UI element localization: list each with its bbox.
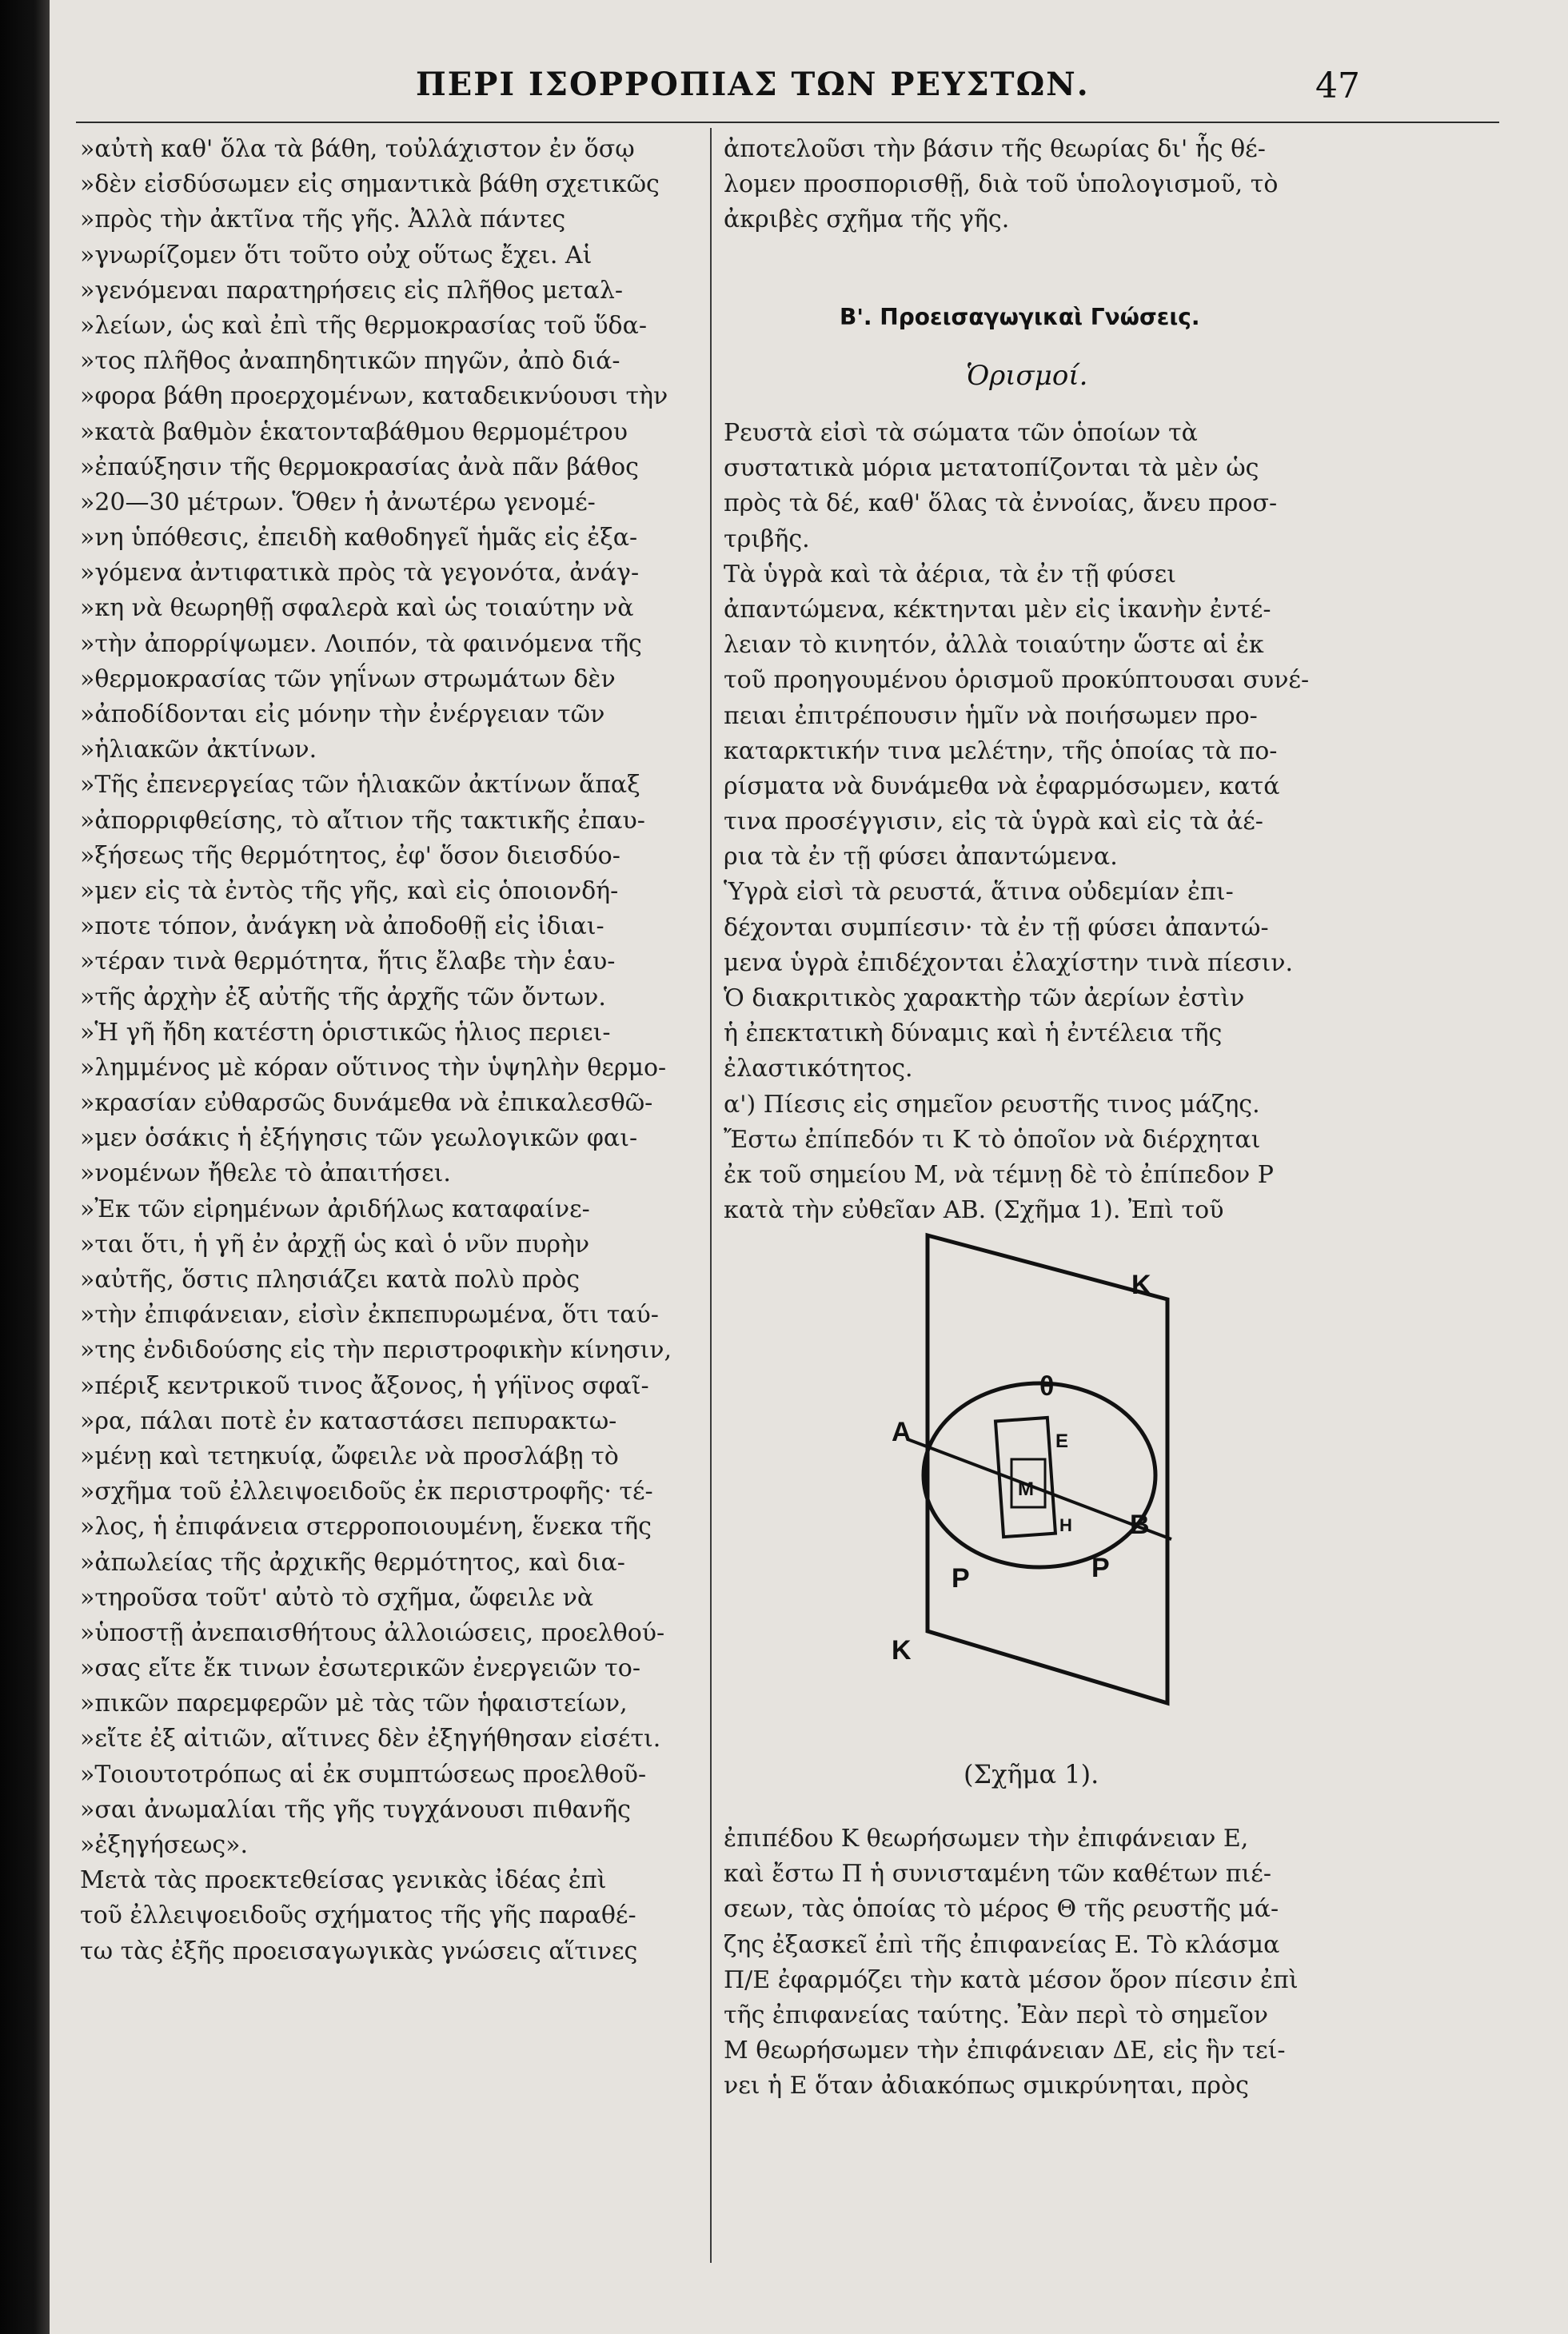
right-body-line: Ὑγρὰ εἰσὶ τὰ ρευστά, ἅτινα οὐδεμίαν ἐπι- xyxy=(724,878,1234,907)
left-column-line: »κρασίαν εὐθαρσῶς δυνάμεθα νὰ ἐπικαλεσθῶ- xyxy=(80,1089,653,1118)
left-column-line: »λημμένος μὲ κόραν οὕτινος τὴν ὑψηλὴν θερμο- xyxy=(80,1053,667,1082)
right-after-figure-line: ἐπιπέδου Κ θεωρήσωμεν τὴν ἐπιφάνειαν Ε, xyxy=(724,1825,1249,1853)
right-body-line: Ἔστω ἐπίπεδόν τι Κ τὸ ὁποῖον νὰ διέρχηται xyxy=(724,1125,1261,1154)
right-intro-line: ἀκριβὲς σχῆμα τῆς γῆς. xyxy=(724,205,1010,234)
right-after-figure-line: νει ἡ Ε ὅταν ἀδιακόπως σμικρύνηται, πρὸς xyxy=(724,2072,1249,2101)
left-column-line: »Τοιουτοτρόπως αἱ ἐκ συμπτώσεως προελθοῦ- xyxy=(80,1760,647,1789)
left-column-line: »ἐξηγήσεως». xyxy=(80,1831,249,1859)
left-column-line: »τὴν ἀπορρίψωμεν. Λοιπόν, τὰ φαινόμενα τῆς xyxy=(80,629,642,658)
left-column-line: »Ἡ γῆ ἤδη κατέστη ὁριστικῶς ἡλιος περιει- xyxy=(80,1018,611,1047)
left-column-line: »αὐτὴ καθ' ὅλα τὰ βάθη, τοὐλάχιστον ἐν ὅσῳ xyxy=(80,135,635,163)
right-body-line: πρὸς τὰ δέ, καθ' ὅλας τὰ ἐννοίας, ἄνευ προσ- xyxy=(724,489,1278,518)
left-column-line: »20—30 μέτρων. Ὅθεν ἡ ἀνωτέρω γενομέ- xyxy=(80,488,596,517)
label-k-top: Κ xyxy=(1131,1270,1151,1300)
right-body-line: συστατικὰ μόρια μετατοπίζονται τὰ μὲν ὡς xyxy=(724,454,1259,483)
book-binding-edge xyxy=(0,0,50,2334)
right-after-figure-line: τῆς ἐπιφανείας ταύτης. Ἐὰν περὶ τὸ σημεῖον xyxy=(724,2001,1268,2029)
left-column-line: »δὲν εἰσδύσωμεν εἰς σημαντικὰ βάθη σχετικῶς xyxy=(80,170,660,199)
left-column-line: »φορα βάθη προερχομένων, καταδεικνύουσι τὴν xyxy=(80,382,668,411)
left-column-line: »κατὰ βαθμὸν ἑκατονταβάθμου θερμομέτρου xyxy=(80,417,628,446)
right-body-line: ἐκ τοῦ σημείου Μ, νὰ τέμνῃ δὲ τὸ ἐπίπεδον Ρ xyxy=(724,1160,1274,1189)
right-body-line: ἐλαστικότητος. xyxy=(724,1055,913,1083)
left-column-line: »μένῃ καὶ τετηκυίᾳ, ὤφειλε νὰ προσλάβῃ τὸ xyxy=(80,1442,619,1470)
left-column-line: »τος πλῆθος ἀναπηδητικῶν πηγῶν, ἀπὸ διά- xyxy=(80,347,620,376)
left-column-line: »μεν εἰς τὰ ἐντὸς τῆς γῆς, καὶ εἰς ὁποιονδή- xyxy=(80,876,619,905)
section-title: Β'. Προεισαγωγικαὶ Γνώσεις. xyxy=(840,304,1200,330)
left-column-line: »νομένων ἤθελε τὸ ἀπαιτήσει. xyxy=(80,1159,451,1188)
right-body-line: Τὰ ὑγρὰ καὶ τὰ ἀέρια, τὰ ἐν τῇ φύσει xyxy=(724,560,1177,588)
page-number: 47 xyxy=(1315,66,1360,106)
plane-k xyxy=(928,1235,1167,1703)
left-column-line: »τηροῦσα τοῦτ' αὐτὸ τὸ σχῆμα, ὤφειλε νὰ xyxy=(80,1583,594,1612)
left-column-line: »ποτε τόπον, ἀνάγκη νὰ ἀποδοθῇ εἰς ἰδιαι- xyxy=(80,912,604,941)
right-body-line: Ρευστὰ εἰσὶ τὰ σώματα τῶν ὁποίων τὰ xyxy=(724,419,1198,447)
left-column-line: »ἐπαύξησιν τῆς θερμοκρασίας ἀνὰ πᾶν βάθος xyxy=(80,453,639,481)
left-column-line: »λείων, ὡς καὶ ἐπὶ τῆς θερμοκρασίας τοῦ ὕδα- xyxy=(80,311,647,340)
right-body-line: λειαν τὸ κινητόν, ἀλλὰ τοιαύτην ὥστε αἱ ἐκ xyxy=(724,631,1264,660)
right-after-figure-line: ζης ἐξασκεῖ ἐπὶ τῆς ἐπιφανείας Ε. Τὸ κλάσμα xyxy=(724,1930,1280,1959)
right-body-line: πειαι ἐπιτρέπουσιν ἡμῖν νὰ ποιήσωμεν προ- xyxy=(724,701,1258,730)
right-body-line: τινα προσέγγισιν, εἰς τὰ ὑγρὰ καὶ εἰς τὰ ἀέ- xyxy=(724,808,1263,836)
left-column-line: Μετὰ τὰς προεκτεθείσας γενικὰς ἰδέας ἐπὶ xyxy=(80,1866,607,1895)
label-theta: θ xyxy=(1039,1371,1055,1402)
right-column-body xyxy=(724,416,1395,1228)
left-column-line: »αὐτῆς, ὅστις πλησιάζει κατὰ πολὺ πρὸς xyxy=(80,1266,581,1294)
left-column-line: τοῦ ἐλλειψοειδοῦς σχήματος τῆς γῆς παραθέ- xyxy=(80,1901,636,1930)
right-after-figure-line: Μ θεωρήσωμεν τὴν ἐπιφάνειαν ΔΕ, εἰς ἣν τεί- xyxy=(724,2037,1286,2065)
left-column-line: »εἴτε ἐξ αἰτιῶν, αἵτινες δὲν ἐξηγήθησαν εἰσέτι. xyxy=(80,1725,661,1753)
left-column-line: »πικῶν παρεμφερῶν μὲ τὰς τῶν ἡφαιστείων, xyxy=(80,1690,628,1718)
figure-1-diagram xyxy=(892,1231,1179,1727)
left-column-line: »κη νὰ θεωρηθῇ σφαλερὰ καὶ ὡς τοιαύτην νὰ xyxy=(80,594,634,623)
left-column-line: »ὑποστῇ ἀνεπαισθήτους ἀλλοιώσεις, προελθού- xyxy=(80,1618,665,1647)
left-column-line: »ται ὅτι, ἡ γῆ ἐν ἀρχῇ ὡς καὶ ὁ νῦν πυρὴν xyxy=(80,1230,590,1259)
header-rule xyxy=(76,122,1499,123)
left-column xyxy=(80,132,704,1969)
left-column-line: »της ἐνδιδούσης εἰς τὴν περιστροφικὴν κίνησιν, xyxy=(80,1336,672,1365)
label-k-bottom: Κ xyxy=(892,1635,912,1666)
right-intro-line: λομεν προσπορισθῇ, διὰ τοῦ ὑπολογισμοῦ, τὸ xyxy=(724,170,1279,199)
label-p-right: Ρ xyxy=(1091,1553,1110,1583)
left-column-line: »Τῆς ἐπενεργείας τῶν ἡλιακῶν ἀκτίνων ἅπαξ xyxy=(80,771,640,800)
figure-caption: (Σχῆμα 1). xyxy=(964,1759,1099,1789)
right-body-line: Ὁ διακριτικὸς χαρακτὴρ τῶν ἀερίων ἐστὶν xyxy=(724,984,1245,1012)
label-m: Μ xyxy=(1018,1478,1034,1500)
label-b: Β xyxy=(1130,1510,1150,1540)
left-column-line: »σας εἴτε ἔκ τινων ἐσωτερικῶν ἐνεργειῶν το- xyxy=(80,1654,640,1683)
plane-p-ellipse xyxy=(924,1383,1155,1567)
left-column-line: »τὴν ἐπιφάνειαν, εἰσὶν ἐκπεπυρωμένα, ὅτι ταύ- xyxy=(80,1301,659,1330)
label-a: Α xyxy=(892,1417,912,1447)
right-intro-line: ἀποτελοῦσι τὴν βάσιν τῆς θεωρίας δι' ἧς θέ- xyxy=(724,135,1266,163)
right-after-figure-line: Π/Ε ἐφαρμόζει τὴν κατὰ μέσον ὅρον πίεσιν ἐπὶ xyxy=(724,1965,1299,1994)
label-p-left: Ρ xyxy=(952,1563,970,1594)
right-column-intro xyxy=(724,132,1395,238)
subsection-title: Ὁρισμοί. xyxy=(966,360,1088,392)
left-column-line: »ρα, πάλαι ποτὲ ἐν καταστάσει πεπυρακτω- xyxy=(80,1406,617,1435)
left-column-line: »πρὸς τὴν ἀκτῖνα τῆς γῆς. Ἀλλὰ πάντες xyxy=(80,205,566,234)
left-column-line: »τέραν τινὰ θερμότητα, ἥτις ἔλαβε τὴν ἑαυ- xyxy=(80,948,616,976)
right-body-line: ρίσματα νὰ δυνάμεθα νὰ ἐφαρμόσωμεν, κατά xyxy=(724,772,1280,800)
left-column-line: »ξήσεως τῆς θερμότητος, ἐφ' ὅσον διεισδύο- xyxy=(80,841,620,870)
running-header: ΠΕΡΙ ΙΣΟΡΡΟΠΙΑΣ ΤΩΝ ΡΕΥΣΤΩΝ. xyxy=(416,66,1090,103)
left-column-line: »σχῆμα τοῦ ἐλλειψοειδοῦς ἐκ περιστροφῆς· τέ- xyxy=(80,1478,653,1506)
label-e: Ε xyxy=(1055,1430,1069,1452)
left-column-line: »θερμοκρασίας τῶν γηΐνων στρωμάτων δὲν xyxy=(80,664,616,693)
left-column-line: τω τὰς ἐξῆς προεισαγωγικὰς γνώσεις αἵτινες xyxy=(80,1937,638,1965)
right-body-line: τοῦ προηγουμένου ὁρισμοῦ προκύπτουσαι συνέ- xyxy=(724,666,1310,695)
left-column-line: »πέριξ κεντρικοῦ τινος ἄξονος, ἡ γήϊνος σφαῖ- xyxy=(80,1371,649,1400)
right-body-line: ἡ ἐπεκτατικὴ δύναμις καὶ ἡ ἐντέλεια τῆς xyxy=(724,1019,1223,1048)
right-body-line: ρια τὰ ἐν τῇ φύσει ἀπαντώμενα. xyxy=(724,843,1118,872)
left-column-line: »ἀποδίδονται εἰς μόνην τὴν ἐνέργειαν τῶν xyxy=(80,700,605,728)
left-column-line: »ἡλιακῶν ἀκτίνων. xyxy=(80,736,317,764)
right-body-line: α') Πίεσις εἰς σημεῖον ρευστῆς τινος μάζης. xyxy=(724,1090,1260,1119)
left-column-line: »ἀπορριφθείσης, τὸ αἴτιον τῆς τακτικῆς ἐπαυ- xyxy=(80,806,645,835)
right-body-line: τριβῆς. xyxy=(724,525,810,553)
left-column-line: »σαι ἀνωμαλίαι τῆς γῆς τυγχάνουσι πιθανῆς xyxy=(80,1795,631,1824)
left-column-line: »νη ὑπόθεσις, ἐπειδὴ καθοδηγεῖ ἡμᾶς εἰς ἐξα- xyxy=(80,524,638,553)
left-column-line: »γενόμεναι παρατηρήσεις εἰς πλῆθος μεταλ- xyxy=(80,276,623,305)
right-after-figure-line: σεων, τὰς ὁποίας τὸ μέρος Θ τῆς ρευστῆς μά- xyxy=(724,1895,1279,1924)
right-body-line: καταρκτικήν τινα μελέτην, τῆς ὁποίας τὰ πο- xyxy=(724,736,1278,765)
right-after-figure-line: καὶ ἔστω Π ἡ συνισταμένη τῶν καθέτων πιέ- xyxy=(724,1860,1271,1889)
left-column-line: »μεν ὁσάκις ἡ ἐξήγησις τῶν γεωλογικῶν φαι- xyxy=(80,1124,638,1153)
left-column-line: »ἀπωλείας τῆς ἀρχικῆς θερμότητος, καὶ δια- xyxy=(80,1548,625,1577)
left-column-line: »γόμενα ἀντιφατικὰ πρὸς τὰ γεγονότα, ἀνάγ- xyxy=(80,559,640,588)
column-divider xyxy=(710,128,712,2263)
left-column-line: »λος, ἡ ἐπιφάνεια στερροποιουμένη, ἕνεκα τῆς xyxy=(80,1513,652,1542)
right-body-line: ἀπαντώμενα, κέκτηνται μὲν εἰς ἱκανὴν ἐντέ- xyxy=(724,595,1271,624)
label-h: Η xyxy=(1059,1515,1072,1535)
right-body-line: δέχονται συμπίεσιν· τὰ ἐν τῇ φύσει ἀπαντώ- xyxy=(724,913,1269,942)
right-body-line: μενα ὑγρὰ ἐπιδέχονται ἐλαχίστην τινὰ πίεσιν. xyxy=(724,948,1294,977)
left-column-line: »γνωρίζομεν ὅτι τοῦτο οὐχ οὕτως ἔχει. Αἱ xyxy=(80,241,592,269)
left-column-line: »Ἐκ τῶν εἰρημένων ἀριδήλως καταφαίνε- xyxy=(80,1195,590,1223)
left-column-line: »τῆς ἀρχὴν ἐξ αὐτῆς τῆς ἀρχῆς τῶν ὄντων. xyxy=(80,983,606,1011)
right-body-line: κατὰ τὴν εὐθεῖαν ΑΒ. (Σχῆμα 1). Ἐπὶ τοῦ xyxy=(724,1196,1224,1225)
right-column-after-figure xyxy=(724,1821,1395,2105)
